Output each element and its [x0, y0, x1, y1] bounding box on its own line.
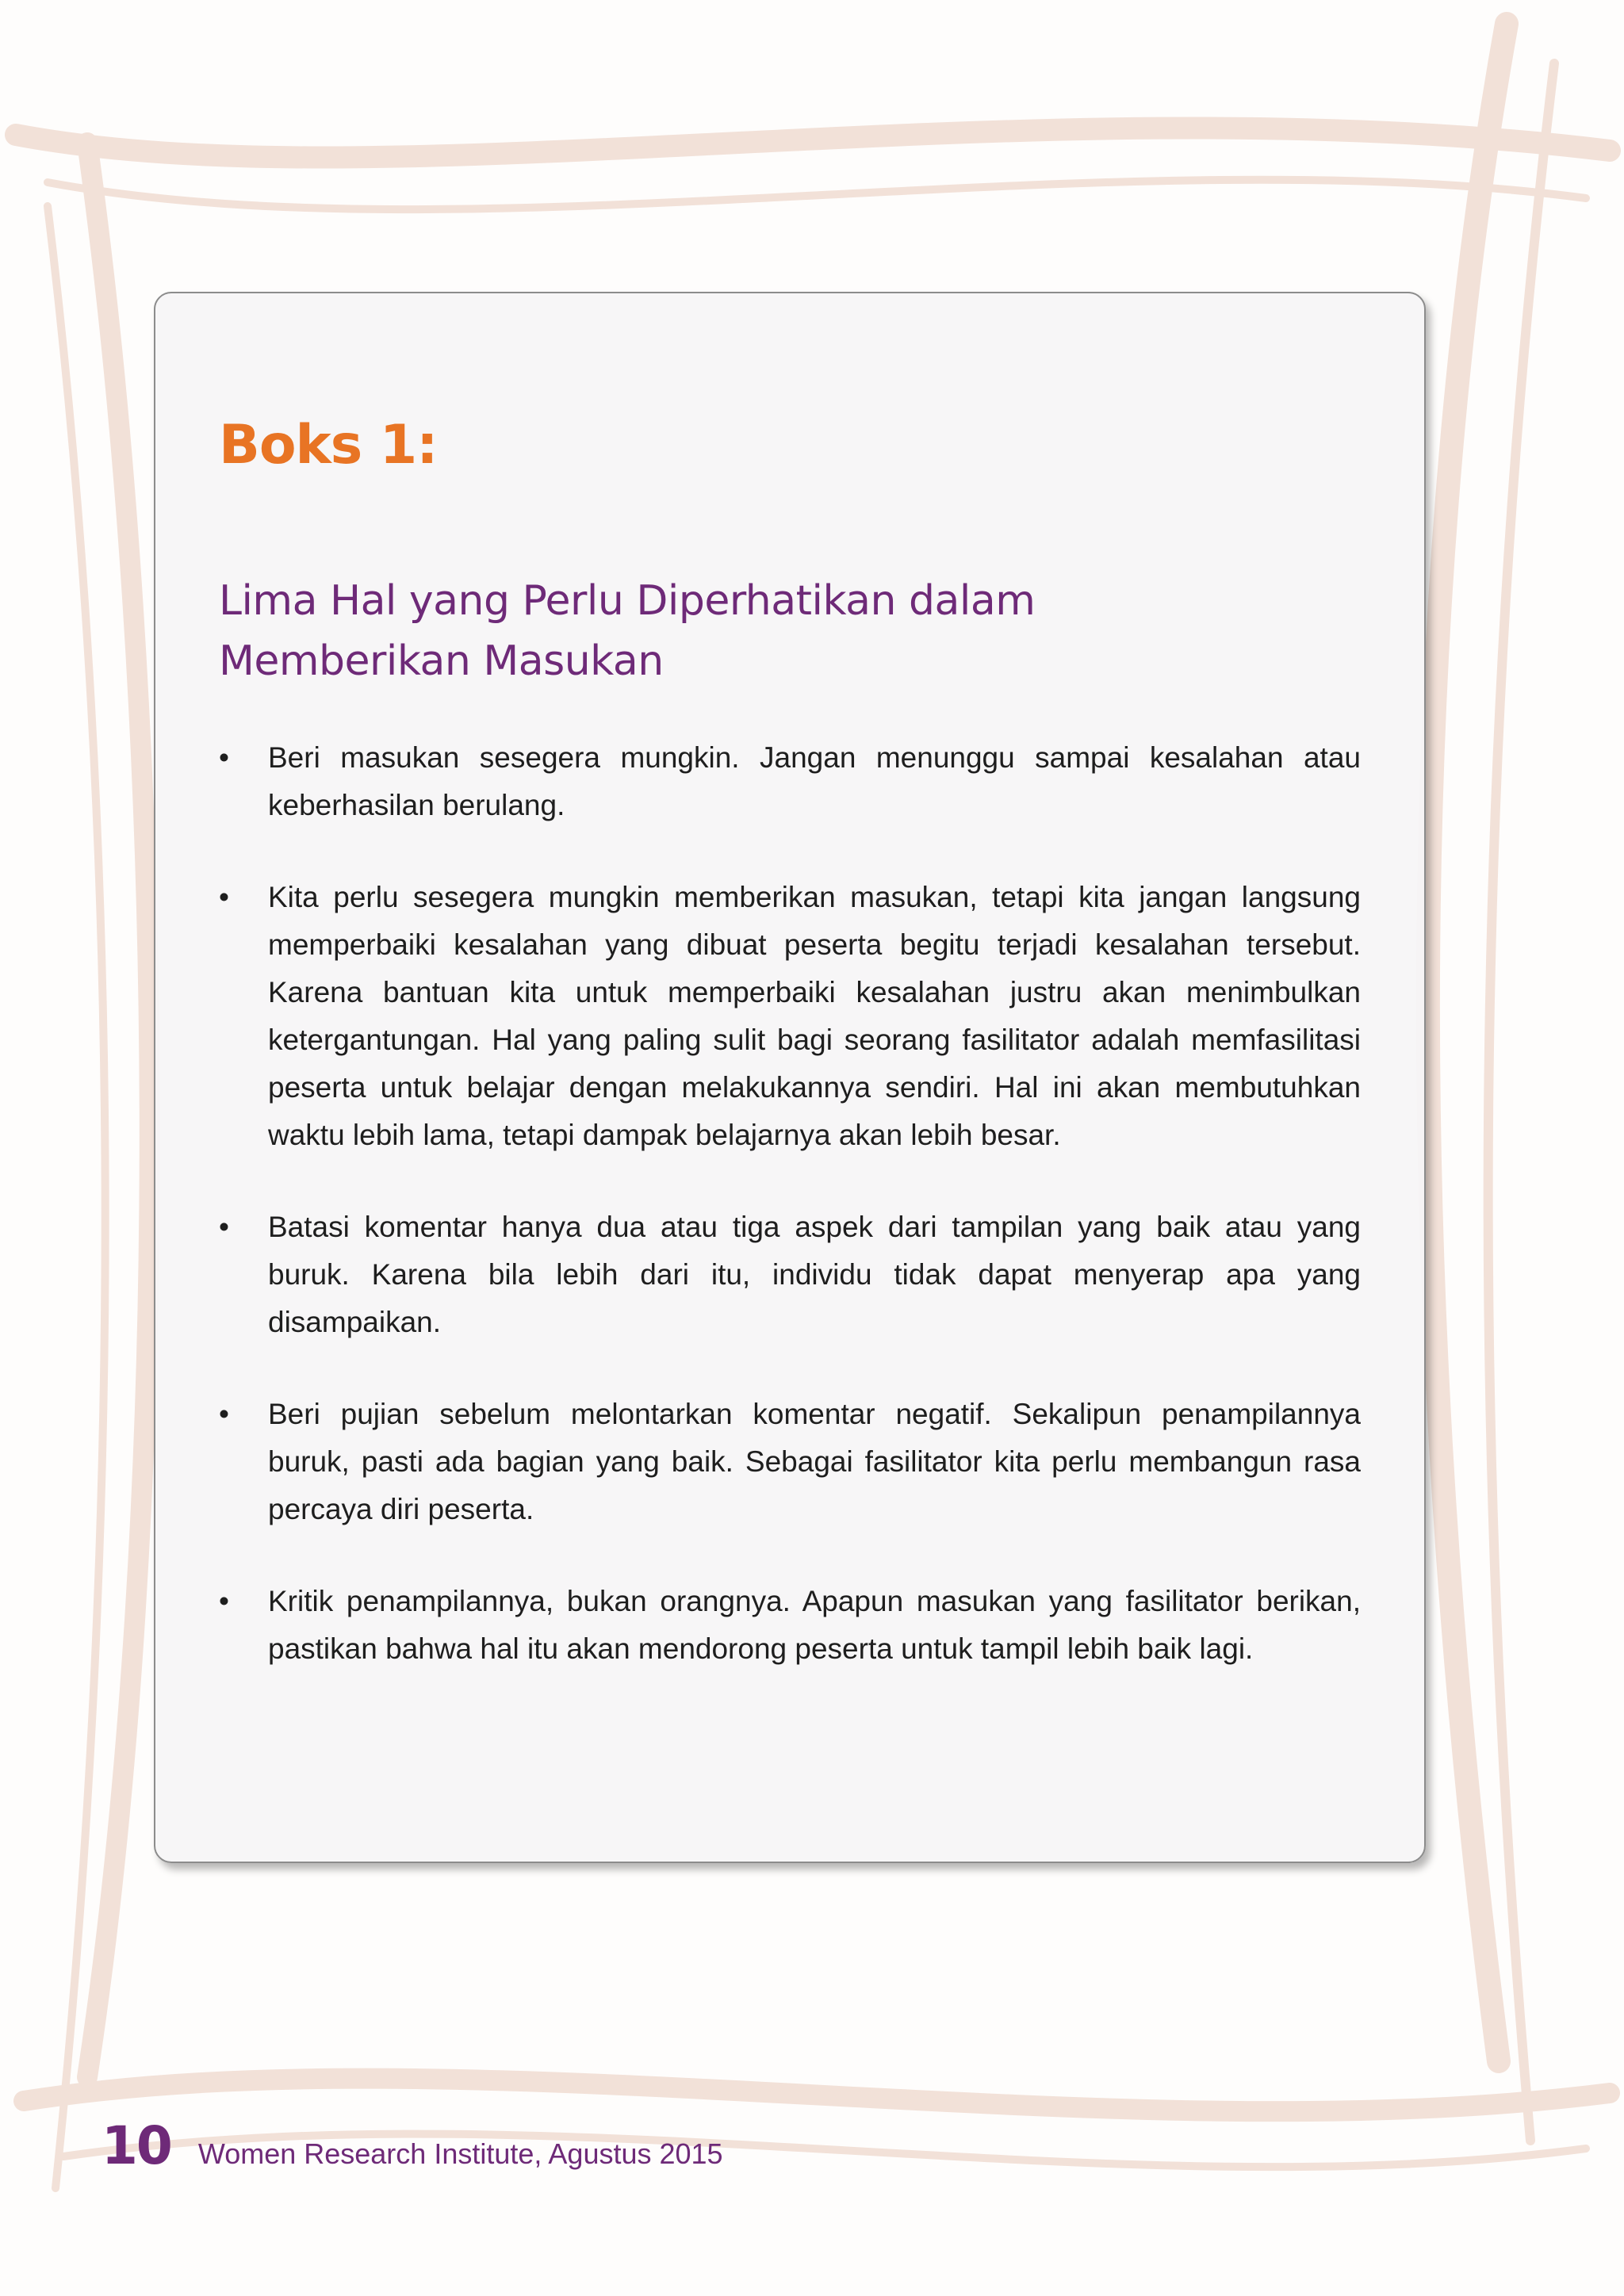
bullet-item	[219, 1578, 1361, 1673]
bullet-item	[219, 734, 1361, 829]
bullet-dot-icon: •	[219, 1585, 229, 1617]
page-footer	[102, 2115, 723, 2176]
bullet-item	[219, 874, 1361, 1159]
bullet-text: Beri masukan sesegera mungkin. Jangan menunggu sampai kesalahan atau keberhasilan berulang.	[268, 741, 1361, 821]
footer-publisher: Women Research Institute, Agustus 2015	[197, 2137, 723, 2170]
info-box	[154, 292, 1426, 1863]
box-title-line-1: Lima Hal yang Perlu Diperhatikan dalam	[219, 577, 1036, 625]
bullet-dot-icon: •	[219, 1398, 229, 1430]
bullet-text: Kita perlu sesegera mungkin memberikan masukan, tetapi kita jangan langsung memperbaiki kesalahan yang dibuat peserta begitu terjadi kesalahan tersebut. Karena bantuan kita untuk memperbaiki kesalahan justru akan menimbulkan ketergantungan. Hal yang paling sulit bagi seorang fasilitator adalah memfasilitasi peserta untuk belajar dengan melakukannya sendiri. Hal ini akan membutuhkan waktu lebih lama, tetapi dampak belajarnya akan lebih besar.	[268, 881, 1361, 1151]
bullet-text: Batasi komentar hanya dua atau tiga aspek dari tampilan yang baik atau yang buruk. Karena bila lebih dari itu, individu tidak dapat menyerap apa yang disampaikan.	[268, 1211, 1361, 1338]
page-number: 10	[102, 2115, 171, 2176]
bullet-dot-icon: •	[219, 881, 229, 913]
bullet-dot-icon: •	[219, 1211, 229, 1243]
bullet-text: Beri pujian sebelum melontarkan komentar negatif. Sekalipun penampilannya buruk, pasti ada bagian yang baik. Sebagai fasilitator kita perlu membangun rasa percaya diri peserta.	[268, 1398, 1361, 1525]
bullet-text: Kritik penampilannya, bukan orangnya. Apapun masukan yang fasilitator berikan, pastikan bahwa hal itu akan mendorong peserta untuk tampil lebih baik lagi.	[268, 1585, 1361, 1665]
box-title-line-2: Memberikan Masukan	[219, 637, 664, 685]
bullet-item	[219, 1203, 1361, 1346]
box-label: Boks 1:	[219, 414, 438, 476]
bullet-dot-icon: •	[219, 741, 229, 774]
box-title	[219, 571, 1329, 691]
bullet-list	[219, 734, 1361, 1717]
bullet-item	[219, 1391, 1361, 1533]
